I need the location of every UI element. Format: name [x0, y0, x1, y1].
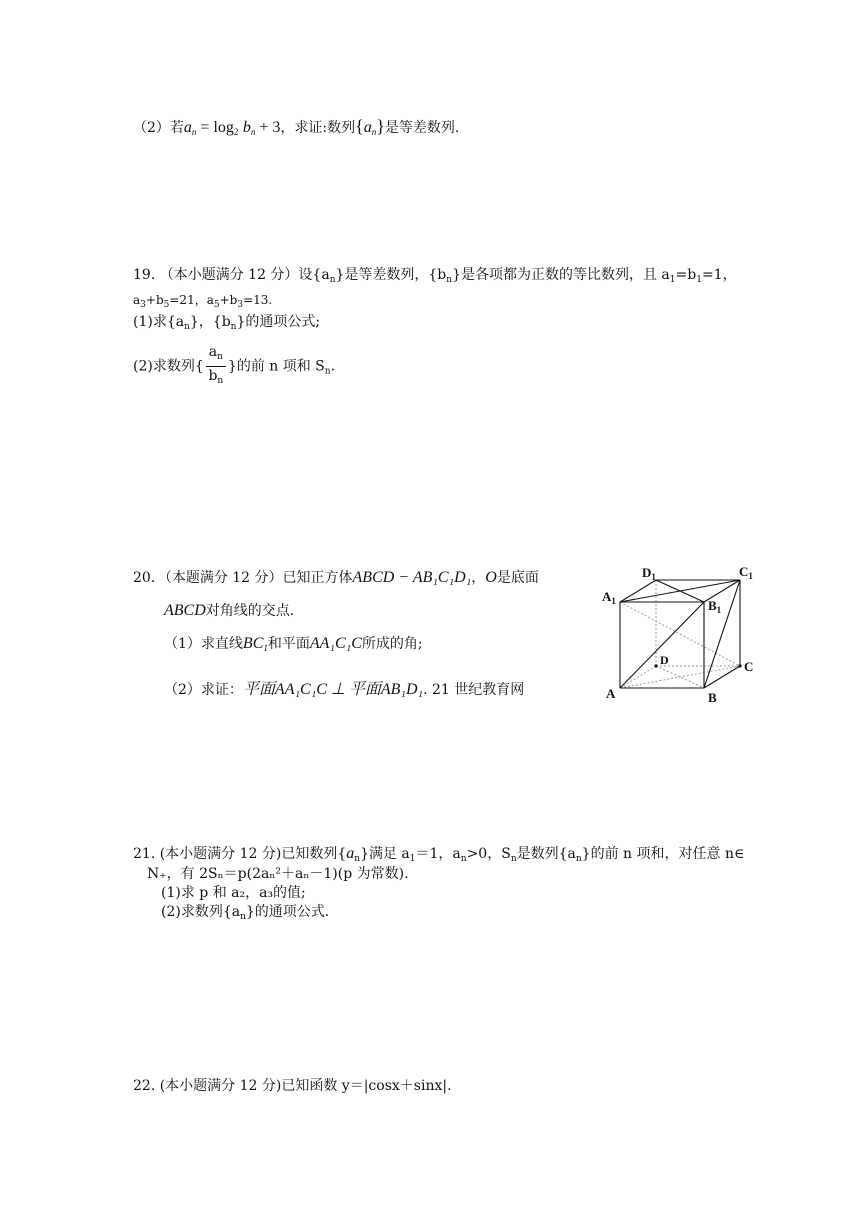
- q21-line1: 21. (本小题满分 12 分)已知数列$\{a_n\}$满足 $a_1=1$，$a_n>0$，$S_n$是数列$\{a_n\}$的前 n 项和，对任意 n∈: [133, 845, 745, 864]
- cube-figure: [600, 560, 770, 710]
- label-a: A: [606, 686, 616, 701]
- q19-line1: 19. （本小题满分 12 分）设$\{a_n\}$是等差数列，$\{b_n\}$是各项都为正数的等比数列，且 $a_1=b_1=1$，: [133, 267, 737, 285]
- label-c1: $C_1$: [739, 564, 753, 581]
- q18-formula-base: 2: [233, 127, 239, 137]
- q21-line2: N₊，有 2Sₙ＝p(2aₙ²＋aₙ－1)(p 为常数).: [147, 866, 409, 882]
- label-d: D: [660, 653, 669, 667]
- label-b: B: [708, 690, 717, 705]
- q21-part1: (1)求 p 和 a₂，a₃的值;: [161, 885, 306, 901]
- label-a1: $A_1$: [602, 589, 616, 606]
- label-d1: $D_1$: [642, 565, 656, 582]
- q22-line1: 22. (本小题满分 12 分)已知函数 y＝|cosx＋sinx|.: [133, 1078, 452, 1094]
- q18-formula-b: b: [242, 119, 251, 136]
- q18-formula-tail: + 3: [255, 119, 281, 136]
- q18-part2-mid: ，求证:数列: [280, 120, 356, 136]
- q18-part2-end: 是等差数列.: [384, 120, 460, 136]
- q19-part2: (2)求数列{ $\frac{a_n}{b_n}$ }的前 n 项和 $S_n$.: [133, 343, 335, 392]
- q21-part2: (2)求数列$\{a_n\}$的通项公式.: [161, 904, 330, 922]
- q20-part1: （1）求直线$BC_1$和平面AA₁C₁C所成的角;: [164, 635, 423, 653]
- q18-formula-n: n: [191, 127, 197, 137]
- q20-line1: 20．（本题满分 12 分）已知正方体ABCD − AB₁C₁D₁，O是底面: [133, 569, 539, 586]
- q18-seq-n: n: [371, 127, 377, 137]
- q18-seq-a: a: [363, 119, 372, 136]
- label-b1: $B_1$: [708, 598, 722, 615]
- q18-formula-a: a: [183, 119, 192, 136]
- q20-part2: （2）求证：平面AA₁C₁C ⊥ 平面AB₁D₁. 21 世纪教育网: [164, 681, 525, 698]
- q18-part2: （2）若$a_n = \log_2 b_n + 3$，求证:数列$\{a_n\}$是等差数列.: [133, 116, 460, 137]
- q19-line2: $a_3+b_5=21$，$a_5+b_3=13$.: [133, 293, 273, 310]
- q19-fraction: $\frac{a_n}{b_n}$: [206, 343, 226, 390]
- q20-line2: ABCD对角线的交点.: [164, 602, 295, 619]
- q18-part2-prefix: （2）若: [133, 120, 184, 136]
- q18-formula-eq: = log: [196, 119, 234, 136]
- label-c: C: [744, 659, 754, 674]
- q19-part1: (1)求$\{a_n\}$，$\{b_n\}$的通项公式;: [133, 314, 321, 332]
